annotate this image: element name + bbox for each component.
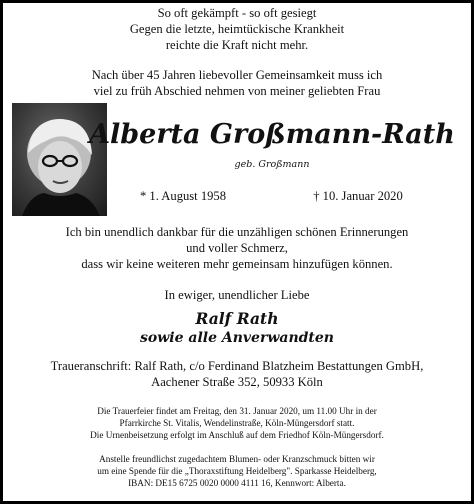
ceremony-line-1: Die Trauerfeier findet am Freitag, den 31. Januar 2020, um 11.00 Uhr in der bbox=[97, 406, 377, 416]
thanks-line-2: und voller Schmerz, bbox=[186, 241, 288, 255]
intro-line-2: viel zu früh Abschied nehmen von meiner geliebten Frau bbox=[93, 84, 381, 98]
ceremony-line-3: Die Urnenbeisetzung erfolgt im Anschluß auf dem Friedhof Köln-Müngersdorf. bbox=[90, 430, 384, 440]
donation-line-2: um eine Spende für die „Thoraxstiftung Heidelberg". Sparkasse Heidelberg, bbox=[97, 466, 377, 476]
ceremony-line-2: Pfarrkirche St. Vitalis, Wendelinstraße, Köln-Müngersdorf statt. bbox=[119, 418, 355, 428]
mourner-name: Ralf Rath bbox=[195, 309, 279, 328]
death-date: † 10. Januar 2020 bbox=[313, 189, 403, 203]
thanks-line-3: dass wir keine weiteren mehr gemeinsam hinzufügen können. bbox=[81, 257, 393, 271]
donation-line-1: Anstelle freundlichst zugedachtem Blumen- oder Kranzschmuck bitten wir bbox=[99, 454, 375, 464]
love-line: In ewiger, unendlicher Liebe bbox=[164, 288, 310, 302]
maiden-name: geb. Großmann bbox=[234, 159, 310, 170]
intro-line-1: Nach über 45 Jahren liebevoller Gemeinsamkeit muss ich bbox=[91, 68, 383, 82]
address-line-1: Traueranschrift: Ralf Rath, c/o Ferdinand Blatzheim Bestattungen GmbH, bbox=[50, 359, 424, 373]
address-line-2: Aachener Straße 352, 50933 Köln bbox=[151, 375, 323, 389]
donation-line-3: IBAN: DE15 6725 0020 0000 4111 16, Kennwort: Alberta. bbox=[128, 478, 346, 488]
deceased-name: Alberta Großmann-Rath bbox=[89, 119, 455, 150]
poem-line-1: So oft gekämpft - so oft gesiegt bbox=[157, 6, 317, 20]
poem-line-3: reichte die Kraft nicht mehr. bbox=[165, 38, 309, 52]
poem-line-2: Gegen die letzte, heimtückische Krankheit bbox=[129, 22, 345, 36]
mourner-others: sowie alle Anverwandten bbox=[140, 330, 334, 346]
birth-date: * 1. August 1958 bbox=[139, 189, 227, 203]
thanks-line-1: Ich bin unendlich dankbar für die unzähligen schönen Erinnerungen bbox=[65, 225, 409, 239]
